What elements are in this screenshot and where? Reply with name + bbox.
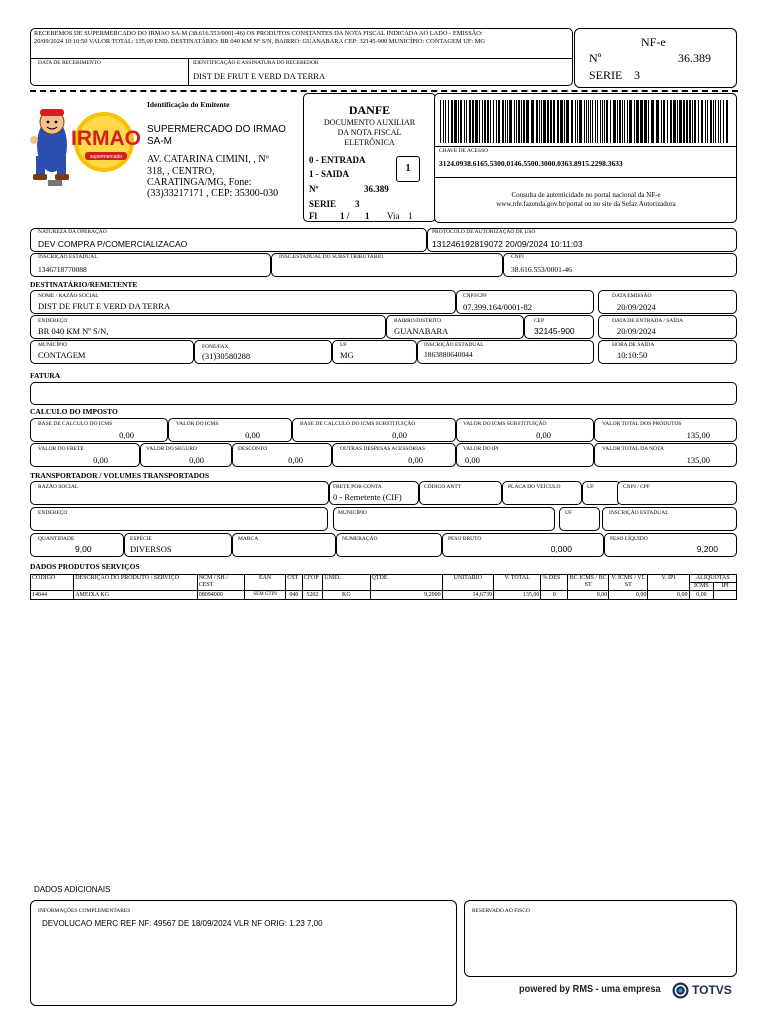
cell-codigo: 14044 [31,591,74,600]
cell-cst: 040 [286,591,302,600]
barcode-bar [498,100,500,143]
v-prod-value: 135,00 [686,430,710,440]
barcode-bar [610,100,611,143]
nfe-serie-label: SERIE [589,68,623,82]
dest-municipio-label: MUNICÍPIO [38,342,68,348]
transp-marca-label: MARCA [238,536,259,542]
emitente-nome: SUPERMERCADO DO IRMAO SA-M [147,124,286,147]
desconto-value: 0,00 [288,455,303,465]
barcode-bar [606,100,608,143]
protocolo-value: 131246192819072 20/09/2024 10:11:03 [432,239,583,249]
barcode-bar [701,100,703,143]
bc-icms-value: 0,00 [119,430,134,440]
barcode-bar [550,100,552,143]
nfe-numero-label: Nº [589,51,602,65]
barcode-bar [667,100,668,143]
barcode-bar [718,100,719,143]
cell-unitario: 14,6739 [442,591,493,600]
cell-descricao: AMEIXA KG [74,591,197,600]
danfe-sub1: DOCUMENTO AUXILIAR [323,118,416,127]
barcode-bar [454,100,457,143]
cell-vicms: 0,00 [609,591,648,600]
barcode-bar [448,100,449,143]
barcode-bar [651,100,654,143]
barcode-bar [677,100,678,143]
danfe-folha-value: 1 / [340,211,350,221]
barcode-bar [663,100,665,143]
th-vicms: V. ICMS / VL ST [609,575,648,591]
dest-ie-value: 1863880640044 [424,350,473,359]
cell-aliq-ipi [714,591,737,600]
th-cst: CST [286,575,302,591]
consulta-l2: www.nfe.fazenda.gov.br/portal ou no site da Sefaz Autorizadora [496,200,676,208]
cell-ncm: 08094000 [197,591,244,600]
chave-divider-top [435,146,737,147]
dest-hora-label: HORA DE SAÍDA [612,342,655,348]
cell-bcst: 0,00 [568,591,609,600]
transp-bruto-label: PESO BRUTO [448,536,482,542]
transp-endereco-label: ENDEREÇO [38,510,68,516]
barcode-bar [592,100,593,143]
emitente-logo [30,100,140,188]
transp-uf2-label: UF [565,510,573,516]
canhoto-divider [30,58,573,59]
outras-value: 0,00 [408,455,423,465]
danfe-via-label: Via [387,211,400,221]
dest-endereco-label: ENDEREÇO [38,318,68,324]
cnpj-value: 38.616.553/0001-46 [511,265,572,274]
barcode-bar [543,100,546,143]
barcode-bar [505,100,506,143]
th-aliquotas: ALIQUOTAS [689,575,736,583]
barcode-bar [686,100,688,143]
ie-label: INSCRIÇÃO ESTADUAL [38,254,98,260]
danfe-folha-total: 1 [365,211,370,221]
transp-especie-label: ESPÉCIE [130,536,152,542]
v-nota-label: VALOR TOTAL DA NOTA [602,446,665,452]
barcode-bar [440,100,441,143]
th-aliq-icms: ICMS [689,583,714,591]
barcode-bar [487,100,489,143]
dest-bairro-label: BAIRRO/DISTRITO [394,318,442,324]
danfe-tipo: 1 [405,163,411,174]
barcode-bar [566,100,569,143]
transp-razao-label: RAZÃO SOCIAL [38,484,79,490]
barcode-bar [541,100,542,143]
info-label: INFORMAÇÕES COMPLEMENTARES [38,908,131,914]
danfe-sub3: ELETRÔNICA [344,138,395,147]
dest-cep-value: 32145-900 [534,326,575,336]
barcode-bar [521,100,522,143]
frete-value: 0,00 [93,455,108,465]
barcode-bar [720,100,721,143]
th-qtde: QTDE [370,575,442,591]
info-box [30,900,457,1006]
identificacao-recebedor-label: IDENTIFICAÇÃO E ASSINATURA DO RECEBEDOR [193,60,319,66]
cell-vipi: 0,00 [648,591,689,600]
cell-ean: SEM GTIN [245,591,286,600]
barcode-bar [484,100,486,143]
cnpj-label: CNPJ [511,254,524,260]
barcode-bar [634,100,635,143]
danfe-saida: 1 - SAIDA [309,169,350,179]
barcode-bar [557,100,559,143]
danfe-folha-label: Fl [309,211,317,221]
danfe-via-value: 1 [408,211,413,221]
barcode-bar [705,100,706,143]
barcode-bar [571,100,573,143]
cell-desc: 0 [541,591,568,600]
barcode-bar [670,100,672,143]
barcode-bar [622,100,623,143]
transp-uf-label: UF [587,484,595,490]
imposto-section: CALCULO DO IMPOSTO [30,407,118,416]
transp-liquido-label: PESO LÍQUIDO [610,536,648,542]
danfe-serie-label: SERIE [309,199,337,209]
barcode-bar [514,100,515,143]
barcode-bar [590,100,591,143]
v-prod-label: VALOR TOTAL DOS PRODUTOS [602,421,682,427]
barcode-bar [617,100,618,143]
emitente-header: Identificação do Emitente [147,100,230,109]
barcode-bar [564,100,565,143]
nfe-title: NF-e [641,35,666,49]
destinatario-section: DESTINATÁRIO/REMETENTE [30,280,138,289]
data-recebimento-label: DATA DE RECEBIMENTO [38,60,102,66]
dest-nome-label: NOME / RAZÃO SOCIAL [38,293,99,299]
barcode-bar [507,100,508,143]
th-codigo: CODIGO [31,575,74,591]
transp-qtd-value: 9,00 [75,544,92,554]
ipi-value: 0,00 [465,455,480,465]
natureza-value: DEV COMPRA P/COMERCIALIZACAO [38,239,188,249]
th-desc: % DES [541,575,568,591]
consulta-l1: Consulta de autenticidade no portal nacional da NF-e [511,191,661,199]
dest-fone-label: FONE/FAX [202,344,229,350]
v-icms-label: VALOR DO ICMS [176,421,219,427]
v-st-value: 0,00 [536,430,551,440]
danfe-entrada: 0 - ENTRADA [309,155,366,165]
cell-unid: KG [323,591,370,600]
fatura-box [30,382,737,405]
seguro-value: 0,00 [189,455,204,465]
barcode-bar [553,100,555,143]
th-vtotal: V. TOTAL [494,575,541,591]
barcode-bar [579,100,582,143]
danfe-serie-value: 3 [355,199,360,209]
barcode-bar [472,100,474,143]
info-value: DEVOLUCAO MERC REF NF: 49567 DE 18/09/2024 VLR NF ORIG: 1.23 7,00 [42,919,323,928]
th-ean: EAN [245,575,286,591]
chave-label: CHAVE DE ACESSO [439,148,489,154]
barcode-bar [577,100,578,143]
barcode-bar [636,100,639,143]
cell-vtotal: 135,00 [494,591,541,600]
barcode-bar [526,100,529,143]
chave-value: 3124.0938.6165.5300.0146.5500.3000.0363.8915.2298.3633 [439,159,623,168]
ie-st-label: INSC.ESTADUAL DO SUBST.TRIBUTÁRIO [279,254,384,260]
barcode-bar [619,100,621,143]
th-bcst: BC ICMS / BC ST [568,575,609,591]
barcode-bar [595,100,596,143]
barcode-bar [673,100,676,143]
barcode-bar [604,100,605,143]
transp-ie-label: INSCRIÇÃO ESTADUAL [609,510,669,516]
barcode-bar [683,100,685,143]
dest-cnpj-value: 07.399.164/0001-82 [463,302,532,312]
barcode-bar [600,100,601,143]
barcode-bar [723,100,724,143]
barcode-bar [640,100,643,143]
desconto-label: DESCONTO [238,446,268,452]
th-aliq-ipi: IPI [714,583,737,591]
dest-emissao-label: DATA EMISSÃO [612,293,652,299]
barcode-bar [466,100,467,143]
transp-liquido-value: 9,200 [696,544,718,554]
transp-qtd-label: QUANTIDADE [38,536,75,542]
dest-cnpj-label: CNPJ/CPF [463,293,488,299]
barcode-bar [692,100,693,143]
barcode-bar [707,100,708,143]
barcode-bar [679,100,682,143]
dest-municipio-value: CONTAGEM [38,350,86,360]
logo-sub: supermercado [90,154,122,160]
dest-uf-label: UF [340,342,348,348]
frete-label: VALOR DO FRETE [38,446,84,452]
protocolo-label: PROTOCOLO DE AUTORIZAÇÃO DE USO [432,229,536,235]
transp-numeracao-label: NUMERAÇÃO [342,536,378,542]
canhoto-text: RECEBEMOS DE SUPERMERCADO DO IRMAO SA-M (38.616.553/0001-46) OS PRODUTOS CONSTANTES DA NOTA FISCAL INDICADA AO LADO - EMISSÃO: 20/09/2024 10:10:50 VALOR TOTAL: 135,00 END. DESTINATÁRIO: BR 040 KM Nº S/N, BAIRRO: GUANABARA CEP: 32145-900 MUNICÍPIO: CONTAGEM UF: MG [34,30,486,45]
emitente-endereco-3: CARATINGA/MG, Fone: [147,177,252,188]
dest-fone-value: (31)30580288 [202,351,251,361]
danfe-numero-label: Nº [309,184,319,194]
barcode-bar [597,100,598,143]
dest-entrada-label: DATA DE ENTRADA / SAÍDA [612,318,684,324]
barcode-bar [689,100,691,143]
fatura-section: FATURA [30,371,61,380]
v-icms-value: 0,00 [245,430,260,440]
v-st-label: VALOR DO ICMS SUBSTITUIÇÃO [463,421,547,427]
barcode-bar [644,100,647,143]
th-descricao: DESCRIÇÃO DO PRODUTO / SERVIÇO [74,575,197,591]
produtos-section: DADOS PRODUTOS SERVIÇOS [30,562,140,571]
transp-especie-value: DIVERSOS [130,544,172,554]
barcode-bar [613,100,616,143]
barcode-bar [496,100,497,143]
cell-cfop: 5202 [302,591,323,600]
dest-nome-value: DIST DE FRUT E VERD DA TERRA [38,301,171,311]
outras-label: OUTRAS DESPESAS ACESSÓRIAS [340,446,425,452]
dest-bairro-value: GUANABARA [394,326,449,336]
barcode-bar [539,100,540,143]
barcode-bar [560,100,563,143]
barcode-bar [509,100,512,143]
emitente-endereco-1: AV. CATARINA CIMINI, , Nº [147,154,269,165]
barcode-bar [536,100,538,143]
danfe-tipo-box [396,156,420,182]
transp-frete-value: 0 - Remetente (CIF) [333,492,402,502]
natureza-label: NATUREZA DA OPERAÇÃO [38,229,107,235]
barcode-bar [602,100,603,143]
dest-hora-value: 10:10:50 [617,350,648,360]
dest-uf-value: MG [340,350,354,360]
danfe-title: DANFE [348,103,391,117]
barcode-bar [479,100,480,143]
bc-st-value: 0,00 [392,430,407,440]
th-vipi: V. IPI [648,575,689,591]
reservado-label: RESERVADO AO FISCO [472,908,530,914]
barcode-bar [482,100,483,143]
seguro-label: VALOR DO SEGURO [146,446,197,452]
nfe-serie-value: 3 [634,68,640,82]
barcode-bar [490,100,491,143]
totvs-logo-icon [672,982,689,999]
barcode-bar [469,100,471,143]
barcode-bar [458,100,459,143]
barcode-bar [694,100,696,143]
barcode-bar [502,100,504,143]
transp-placa-label: PLACA DO VEÍCULO [508,484,561,490]
emitente-endereco-4: (33)33217171 , CEP: 35300-030 [147,188,279,199]
barcode-bar [648,100,649,143]
barcode-bar [460,100,462,143]
barcode-bar [588,100,589,143]
barcode-bar [698,100,699,143]
transp-antt-label: CÓDIGO ANTT [424,484,462,490]
danfe-sub2: DA NOTA FISCAL [337,128,402,137]
barcode-bar [464,100,465,143]
bc-icms-label: BASE DE CALCULO DO ICMS [38,421,113,427]
th-unitario: UNITARIO [442,575,493,591]
barcode-bar [624,100,625,143]
barcode-bar [715,100,716,143]
v-nota-value: 135,00 [686,455,710,465]
dest-emissao-value: 20/09/2024 [617,302,656,312]
produtos-header-row [31,575,737,583]
totvs-brand: TOTVS [692,983,732,997]
barcode-bar [547,100,549,143]
logo-text: IRMAO [71,127,140,150]
th-unid: UNID. [323,575,370,591]
identificacao-recebedor-value: DIST DE FRUT E VERD DA TERRA [193,71,326,81]
dest-cep-label: CEP [534,318,545,324]
powered-text: powered by RMS - uma empresa [519,984,661,995]
barcode-bar [726,100,728,143]
th-ncm: NCM / SH / CEST [197,575,244,591]
emitente-endereco-2: 318, , CENTRO, [147,166,215,177]
barcode-bar [531,100,534,143]
nfe-numero-value: 36.389 [678,51,711,65]
barcode-bar [656,100,659,143]
chave-divider-bottom [435,177,737,178]
transp-cnpj-label: CNPJ / CPF [623,484,650,490]
barcode-bar [586,100,587,143]
ipi-label: VALOR DO IPI [463,446,499,452]
dest-endereco-value: BR 040 KM Nº S/N, [38,326,109,336]
barcode-bar [493,100,494,143]
barcode-bar [523,100,525,143]
dest-entrada-value: 20/09/2024 [617,326,656,336]
barcode [440,100,730,143]
adicionais-section: DADOS ADICIONAIS [34,885,111,894]
th-cfop: CFOP [302,575,323,591]
table-row [31,591,737,600]
barcode-bar [575,100,576,143]
barcode-bar [584,100,585,143]
transp-frete-label: FRETE POR CONTA [333,484,382,490]
barcode-bar [627,100,628,143]
canhoto-vdivider [188,58,189,86]
barcode-bar [443,100,444,143]
transporte-section: TRANSPORTADOR / VOLUMES TRANSPORTADOS [30,471,210,480]
cell-qtde: 9,2000 [370,591,442,600]
barcode-bar [516,100,517,143]
danfe-numero-value: 36.389 [364,184,389,194]
barcode-bar [629,100,632,143]
barcode-bar [713,100,714,143]
produtos-table [30,574,737,600]
barcode-bar [451,100,453,143]
barcode-bar [661,100,662,143]
barcode-bar [445,100,446,143]
transp-bruto-value: 0,000 [550,544,572,554]
dest-ie-label: INSCRIÇÃO ESTADUAL [424,342,484,348]
barcode-bar [475,100,478,143]
barcode-bar [710,100,712,143]
barcode-bar [518,100,520,143]
transp-municipio-label: MUNICÍPIO [338,510,368,516]
bc-st-label: BASE DE CALCULO DO ICMS SUBSTITUIÇÃO [300,421,416,427]
cell-aliq-icms: 0,00 [689,591,714,600]
cut-line [30,90,738,92]
ie-value: 1346718770088 [38,265,87,274]
transp-endereco-box [30,507,328,531]
